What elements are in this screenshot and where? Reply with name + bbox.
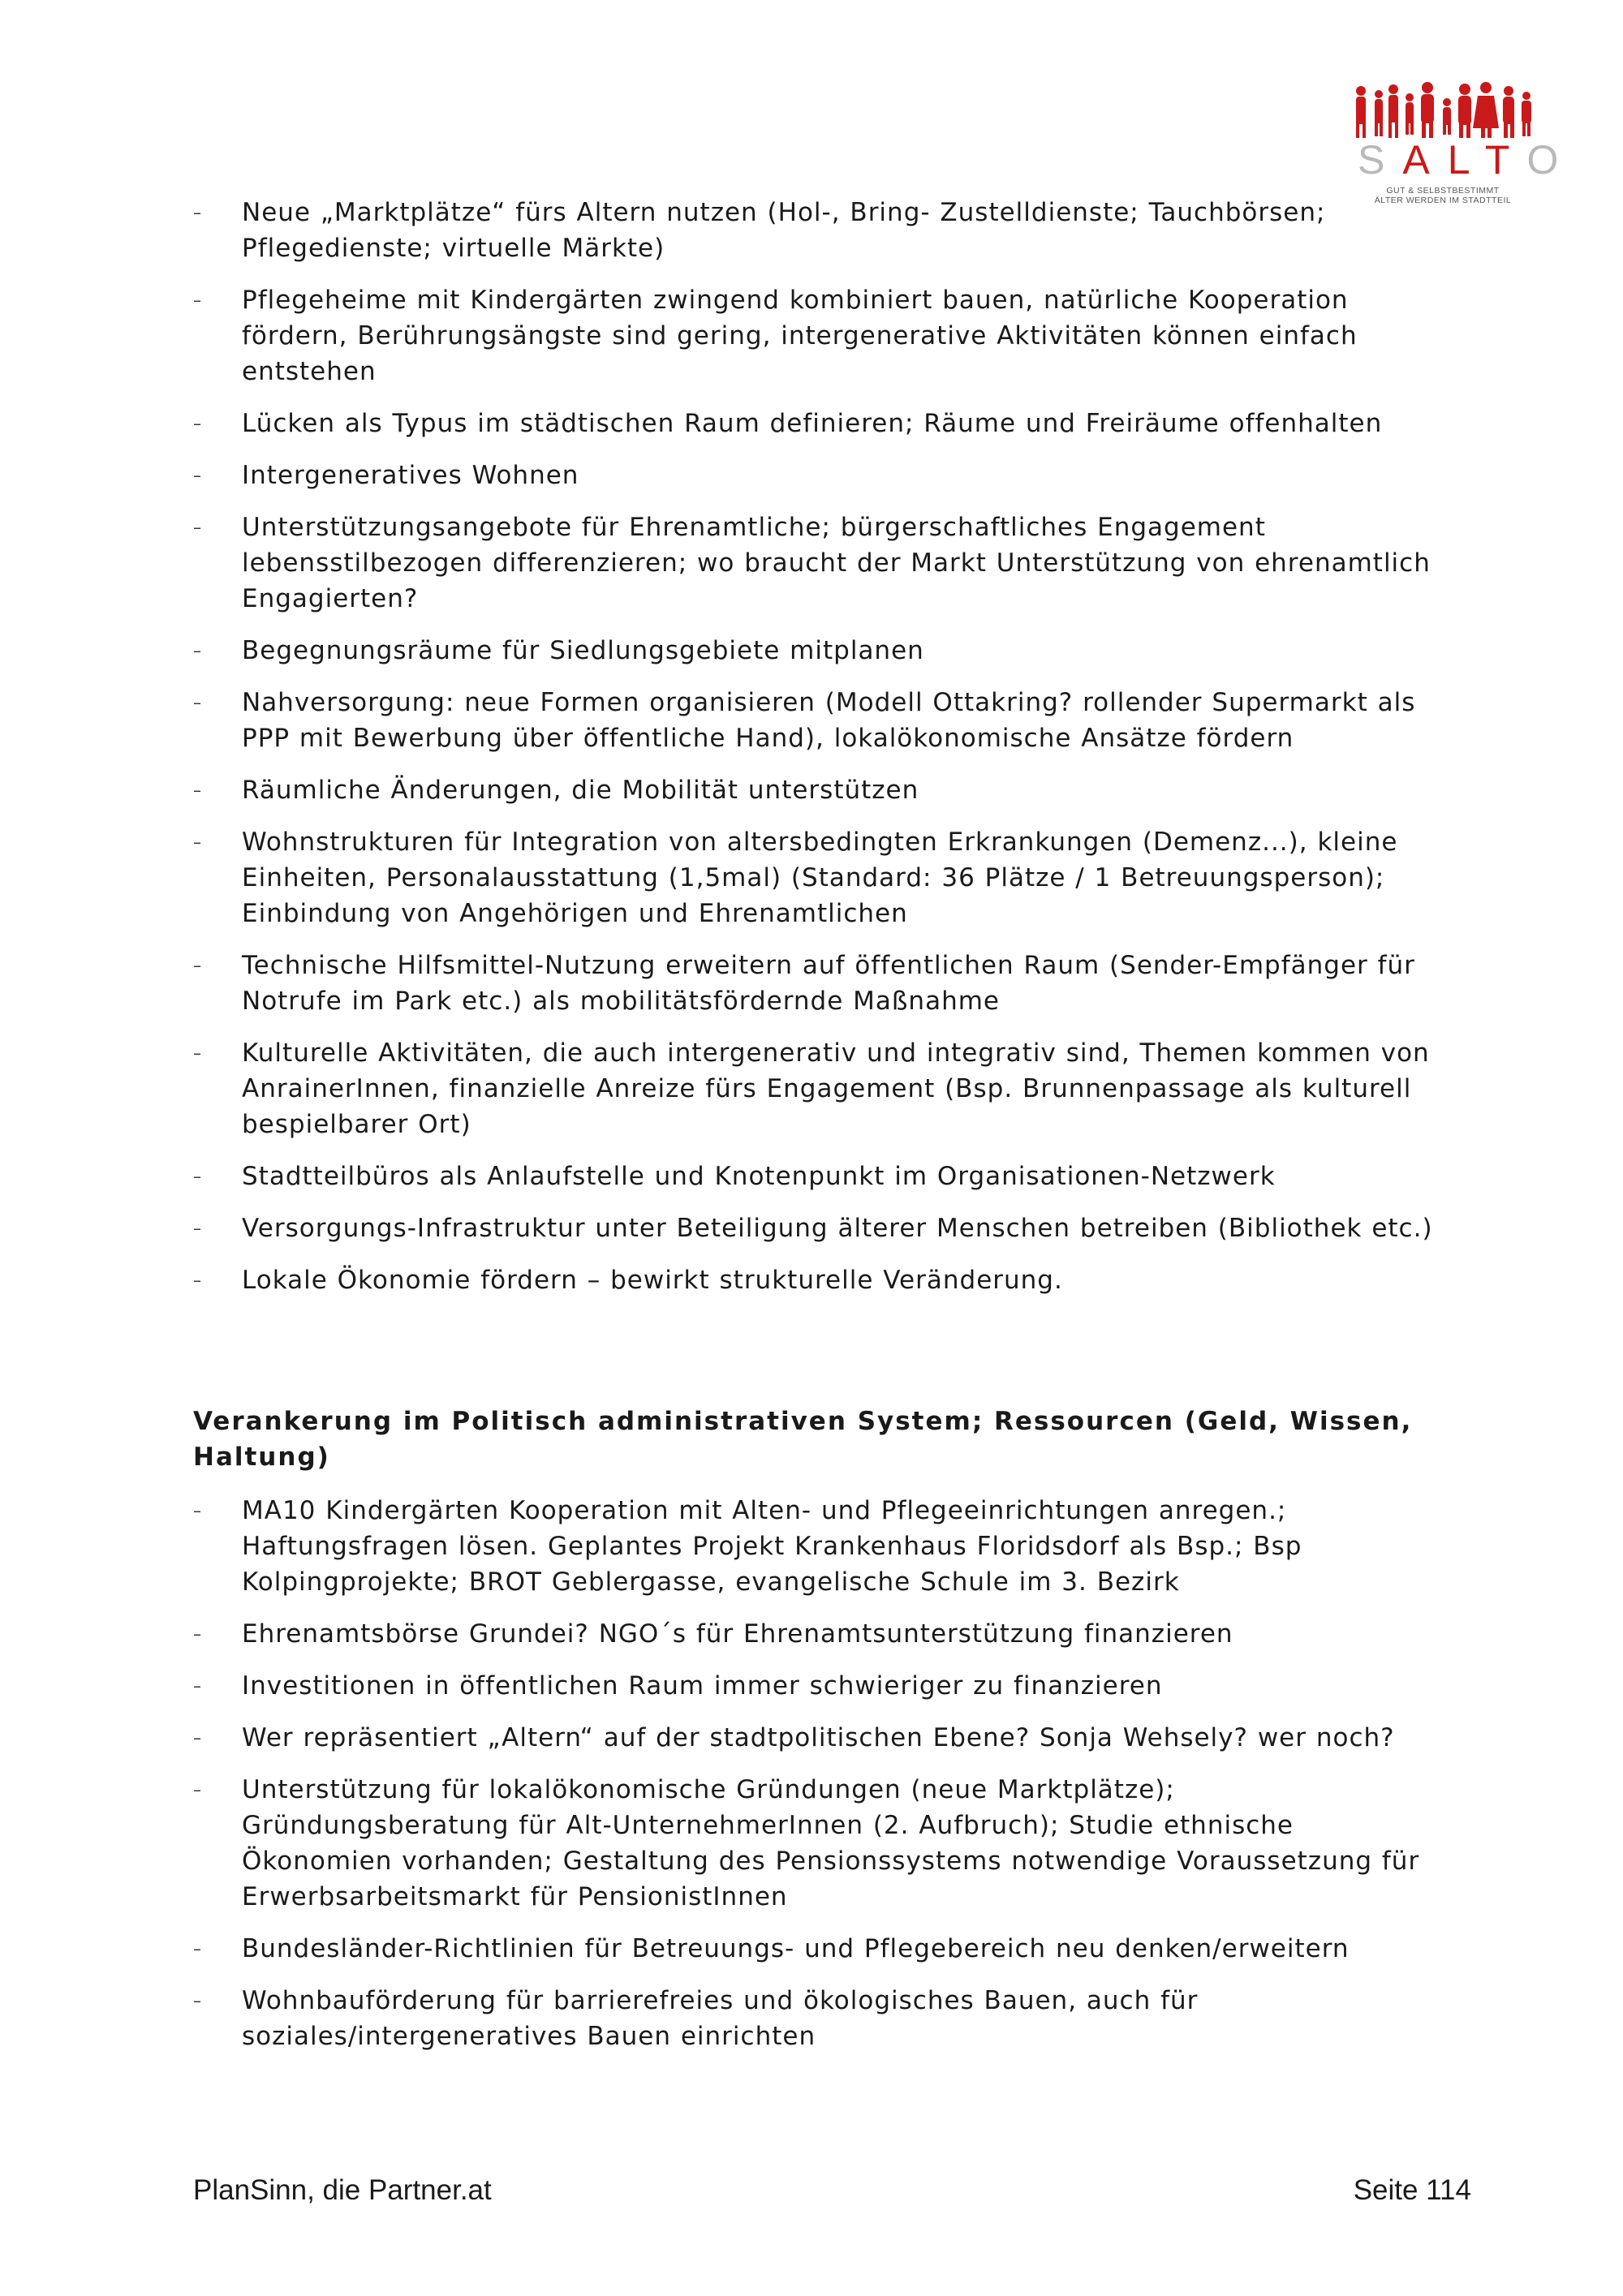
dash-bullet-icon: –	[193, 414, 202, 433]
dash-bullet-icon: –	[193, 693, 202, 712]
list-item-text: Investitionen in öffentlichen Raum immer schwieriger zu finanzieren	[242, 1671, 1163, 1701]
logo-letter: S	[1358, 137, 1403, 183]
list-item-text: Bundesländer-Richtlinien für Betreuungs- und Pflegebereich neu denken/erweitern	[242, 1934, 1350, 1963]
dash-bullet-icon: –	[193, 780, 202, 800]
people-silhouettes-icon	[1343, 80, 1538, 141]
list-item	[193, 948, 1435, 1019]
list-item	[193, 1210, 1435, 1246]
list-item-text: Technische Hilfsmittel-Nutzung erweitern auf öffentlichen Raum (Sender-Empfänger für Notrufe im Park etc.) als mobilitätsfördernde Maßnahme	[242, 951, 1415, 1016]
list-item-text: Nahversorgung: neue Formen organisieren (Modell Ottakring? rollender Supermarkt als PPP mit Bewerbung über öffentliche Hand), lokalökonomische Ansätze fördern	[242, 688, 1416, 753]
list-item	[193, 1931, 1435, 1967]
logo-letter: O	[1526, 137, 1577, 183]
list-item-text: Lücken als Typus im städtischen Raum definieren; Räume und Freiräume offenhalten	[242, 409, 1383, 438]
bullet-list	[193, 1493, 1435, 2070]
list-item	[193, 685, 1435, 756]
list-item-text: Unterstützungsangebote für Ehrenamtliche; bürgerschaftliches Engagement lebensstilbezogen differenzieren; wo braucht der Markt Unterstützung von ehrenamtlich Engagierten?	[242, 513, 1431, 613]
bullet-list	[193, 195, 1435, 1314]
list-item	[193, 1983, 1435, 2054]
page-number: Seite 114	[1353, 2174, 1471, 2206]
dash-bullet-icon: –	[193, 290, 202, 310]
list-item	[193, 406, 1435, 441]
logo-tagline: ÄLTER WERDEN IM STADTTEIL	[1374, 196, 1512, 205]
dash-bullet-icon: –	[193, 1780, 202, 1799]
list-item-text: MA10 Kindergärten Kooperation mit Alten- und Pflegeeinrichtungen anregen.; Haftungsfragen lösen. Geplantes Projekt Krankenhaus Floridsdorf als Bsp.; Bsp Kolpingprojekte; BROT Geblergasse, evangelische Schule im 3. Bezirk	[242, 1496, 1302, 1597]
list-item	[193, 824, 1435, 931]
dash-bullet-icon: –	[193, 1624, 202, 1644]
list-item-text: Begegnungsräume für Siedlungsgebiete mitplanen	[242, 636, 924, 665]
list-item-text: Lokale Ökonomie fördern – bewirkt strukturelle Veränderung.	[242, 1266, 1063, 1295]
list-item	[193, 458, 1435, 493]
dash-bullet-icon: –	[193, 1167, 202, 1186]
list-item	[193, 282, 1435, 389]
list-item	[193, 772, 1435, 808]
list-item	[193, 1616, 1435, 1652]
list-item	[193, 1493, 1435, 1600]
dash-bullet-icon: –	[193, 1991, 202, 2010]
list-item	[193, 510, 1435, 617]
list-item	[193, 195, 1435, 266]
list-item-text: Versorgungs-Infrastruktur unter Beteiligung älterer Menschen betreiben (Bibliothek etc.)	[242, 1214, 1433, 1243]
list-item	[193, 1159, 1435, 1194]
logo-wordmark	[1358, 137, 1577, 183]
footer-source: PlanSinn, die Partner.at	[193, 2174, 492, 2206]
list-item-text: Wohnbauförderung für barrierefreies und ökologisches Bauen, auch für soziales/intergeneratives Bauen einrichten	[242, 1986, 1199, 2051]
logo-letter: T	[1484, 137, 1527, 183]
dash-bullet-icon: –	[193, 466, 202, 485]
list-item-text: Ehrenamtsbörse Grundei? NGO´s für Ehrenamtsunterstützung finanzieren	[242, 1619, 1233, 1649]
dash-bullet-icon: –	[193, 1939, 202, 1958]
dash-bullet-icon: –	[193, 518, 202, 537]
logo-letter: A	[1402, 137, 1448, 183]
dash-bullet-icon: –	[193, 203, 202, 222]
dash-bullet-icon: –	[193, 641, 202, 660]
dash-bullet-icon: –	[193, 1676, 202, 1696]
dash-bullet-icon: –	[193, 956, 202, 975]
section-heading: Verankerung im Politisch administrativen System; Ressourcen (Geld, Wissen, Haltung)	[193, 1407, 1413, 1472]
list-item-text: Kulturelle Aktivitäten, die auch intergenerativ und integrativ sind, Themen kommen von AnrainerInnen, finanzielle Anreize fürs Engagement (Bsp. Brunnenpassage als kulturell bespielbarer Ort)	[242, 1038, 1430, 1139]
dash-bullet-icon: –	[193, 1501, 202, 1520]
list-item-text: Neue „Marktplätze“ fürs Altern nutzen (Hol-, Bring- Zustelldienste; Tauchbörsen; Pflegedienste; virtuelle Märkte)	[242, 198, 1326, 263]
list-item-text: Unterstützung für lokalökonomische Gründungen (neue Marktplätze); Gründungsberatung für Alt-UnternehmerInnen (2. Aufbruch); Studie ethnische Ökonomien vorhanden; Gestaltung des Pensionssystems notwendige Voraussetzung für Erwerbsarbeitsmarkt für PensionistInnen	[242, 1775, 1420, 1911]
list-item	[193, 1772, 1435, 1915]
dash-bullet-icon: –	[193, 1271, 202, 1290]
dash-bullet-icon: –	[193, 1728, 202, 1748]
list-item-text: Stadtteilbüros als Anlaufstelle und Knotenpunkt im Organisationen-Netzwerk	[242, 1162, 1276, 1191]
list-item	[193, 1668, 1435, 1704]
page-footer	[193, 2174, 1471, 2207]
list-item-text: Wohnstrukturen für Integration von altersbedingten Erkrankungen (Demenz...), kleine Einheiten, Personalausstattung (1,5mal) (Standard: 36 Plätze / 1 Betreuungsperson); Einbindung von Angehörigen und Ehrenamtlichen	[242, 828, 1398, 928]
logo-tagline: GUT & SELBSTBESTIMMT	[1386, 186, 1500, 196]
dash-bullet-icon: –	[193, 1043, 202, 1063]
dash-bullet-icon: –	[193, 1219, 202, 1238]
list-item	[193, 1262, 1435, 1298]
dash-bullet-icon: –	[193, 832, 202, 852]
list-item	[193, 633, 1435, 669]
list-item-text: Intergeneratives Wohnen	[242, 461, 579, 490]
list-item-text: Wer repräsentiert „Altern“ auf der stadtpolitischen Ebene? Sonja Wehsely? wer noch?	[242, 1723, 1395, 1752]
logo-letter: L	[1447, 137, 1485, 183]
list-item-text: Pflegeheime mit Kindergärten zwingend kombiniert bauen, natürliche Kooperation fördern, Berührungsängste sind gering, intergenerative Aktivitäten können einfach entstehen	[242, 286, 1358, 386]
list-item	[193, 1720, 1435, 1756]
salto-logo	[1343, 80, 1577, 209]
list-item-text: Räumliche Änderungen, die Mobilität unterstützen	[242, 776, 919, 805]
list-item	[193, 1035, 1435, 1142]
